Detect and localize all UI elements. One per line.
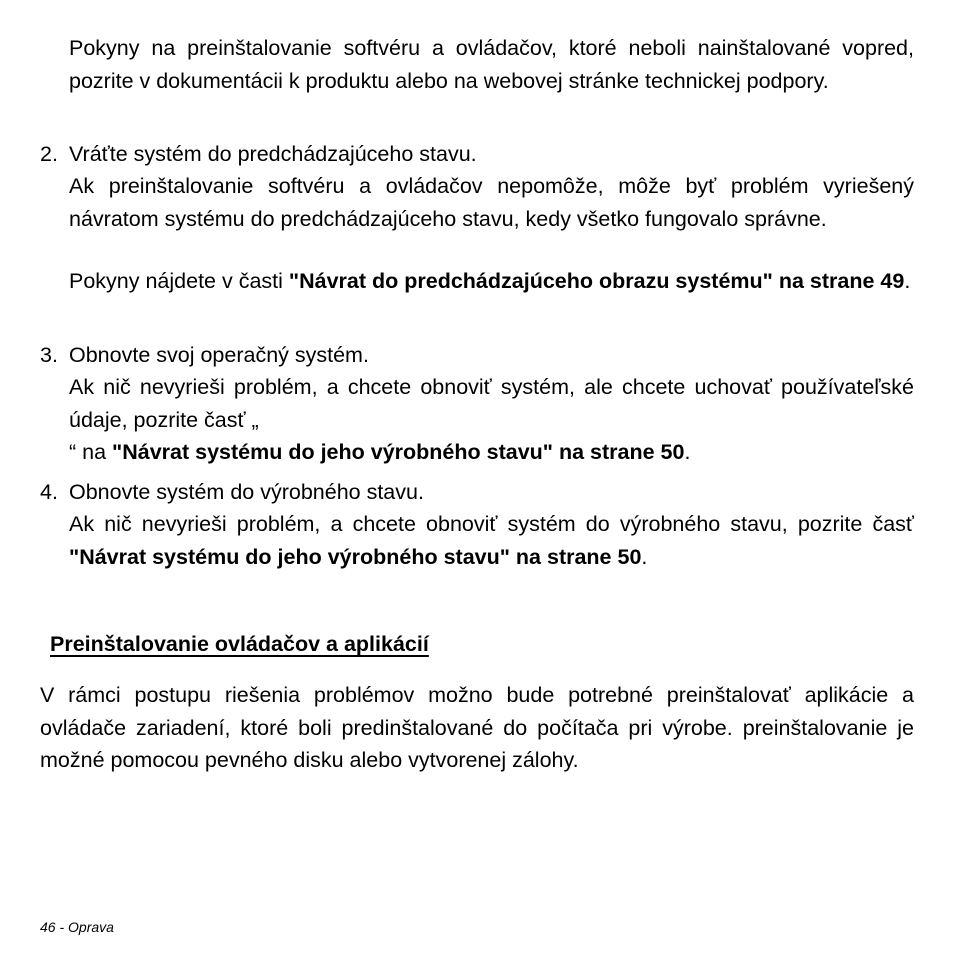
list-item-2-title	[40, 138, 914, 171]
list-item-3-ref-suffix: .	[684, 440, 691, 464]
list-item-3-ref-prefix: “ na	[69, 440, 113, 464]
list-item-4-number: 4.	[40, 480, 58, 504]
list-item-4-text-body: Ak nič nevyrieši problém, a chcete obnoviť systém do výrobného stavu, pozrite časť	[69, 512, 914, 536]
list-item-3-text: Ak nič nevyrieši problém, a chcete obnoviť systém, ale chcete uchovať používateľské údaje, pozrite časť „	[69, 375, 914, 432]
list-item-3-title	[40, 339, 914, 372]
list-item-2-reference	[69, 265, 914, 298]
list-item-4-ref-suffix: .	[641, 544, 648, 569]
list-item-4-ref-link[interactable]: "Návrat systému do jeho výrobného stavu" na strane 50	[69, 544, 642, 569]
list-item-2-title-text: Vráťte systém do predchádzajúceho stavu.	[69, 142, 477, 166]
list-item-2-ref-link[interactable]: "Návrat do predchádzajúceho obrazu systému" na strane 49	[288, 269, 905, 293]
list-item-2-ref-suffix: .	[904, 269, 911, 293]
page-footer: 46 - Oprava	[40, 919, 114, 935]
list-item-2-text: Ak preinštalovanie softvéru a ovládačov nepomôže, môže byť problém vyriešený návratom systému do predchádzajúceho stavu, kedy všetko fungovalo správne.	[69, 174, 914, 231]
list-item-4-text	[69, 508, 914, 573]
list-item-4-title-text: Obnovte systém do výrobného stavu.	[69, 480, 424, 504]
list-item-3-reference	[69, 436, 914, 469]
list-item-2-ref-prefix: Pokyny nájdete v časti	[69, 269, 289, 293]
list-item-3-title-text: Obnovte svoj operačný systém.	[69, 343, 369, 367]
list-item-4-title	[40, 476, 914, 509]
list-item-3-ref-link[interactable]: "Návrat systému do jeho výrobného stavu" na strane 50	[112, 440, 685, 464]
intro-paragraph: Pokyny na preinštalovanie softvéru a ovládačov, ktoré neboli nainštalované vopred, pozrite v dokumentácii k produktu alebo na webovej stránke technickej podpory.	[69, 36, 914, 93]
list-item-3-number: 3.	[40, 343, 58, 367]
section-heading: Preinštalovanie ovládačov a aplikácií	[50, 632, 429, 656]
list-item-2-number: 2.	[40, 142, 58, 166]
section-paragraph: V rámci postupu riešenia problémov možno bude potrebné preinštalovať aplikácie a ovládače zariadení, ktoré boli predinštalované do počítača pri výrobe. preinštalovanie je možné pomocou pevného disku alebo vytvorenej zálohy.	[40, 683, 914, 773]
